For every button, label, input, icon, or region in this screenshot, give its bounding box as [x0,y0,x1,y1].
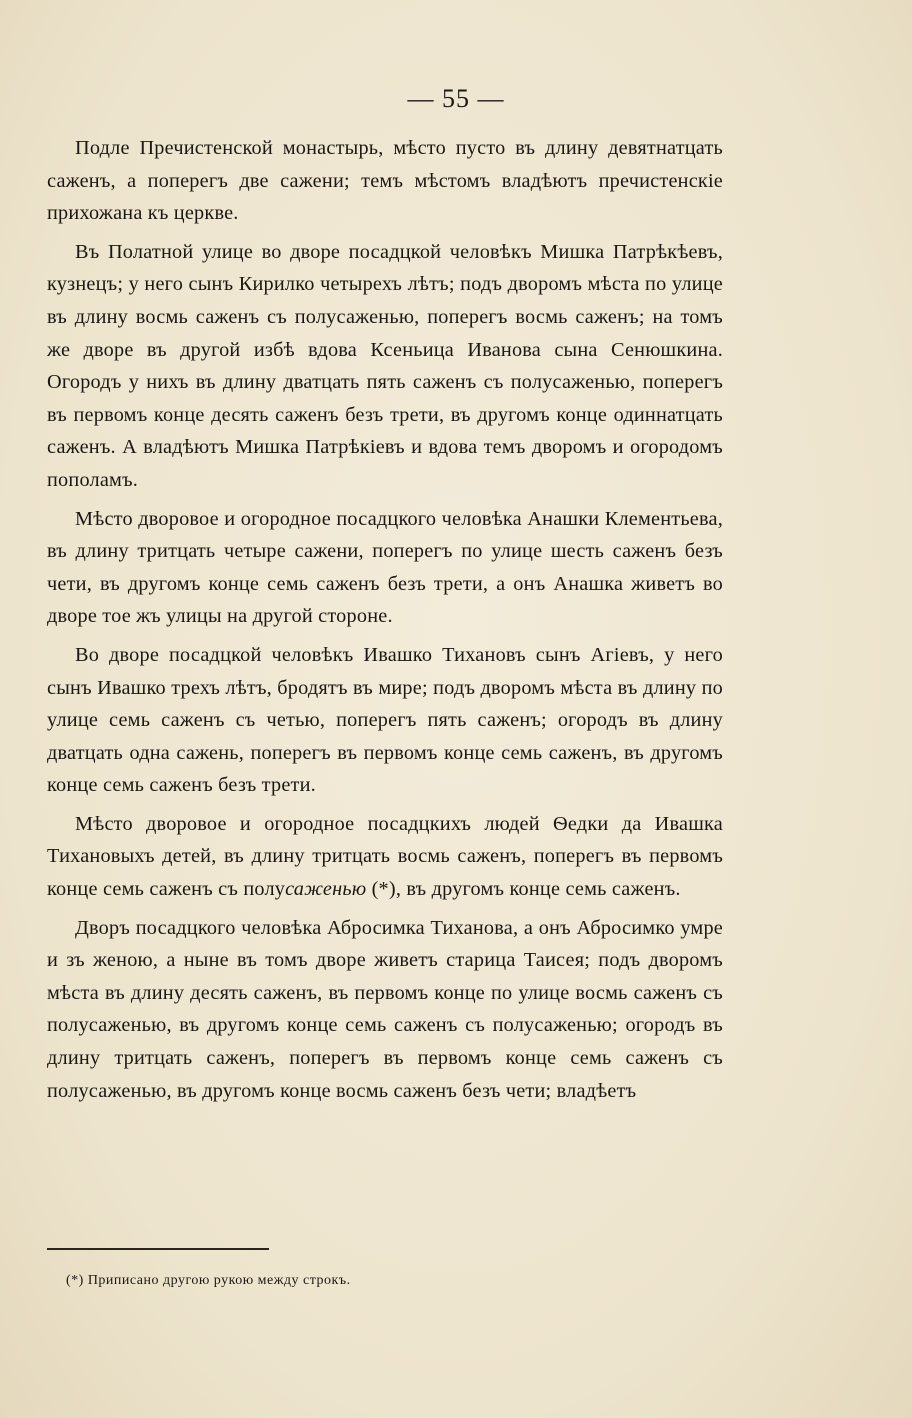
footnote: (*) Приписано другою рукою между строкъ. [66,1273,351,1288]
paragraph-4: Во дворе посадцкой человѣкъ Ивашко Тихановъ сынъ Агіевъ, у него сынъ Ивашко трехъ лѣтъ, бродятъ въ мире; подъ дворомъ мѣста въ длину по улице семь саженъ съ четью, поперегъ пять саженъ; огородъ въ длину дватцать одна сажень, поперегъ въ первомъ конце семь саженъ, въ другомъ конце семь саженъ безъ трети. [47,643,723,797]
paragraph-5-text-before: Мѣсто дворовое и огородное посадцкихъ людей Ѳедки да Ивашка Тихановыхъ детей, въ длину тритцать восмь саженъ, поперегъ въ первомъ конце семь саженъ съ полу [47,812,723,901]
footnote-divider [47,1248,269,1250]
paragraph-5-text-after: (*), въ другомъ конце семь саженъ. [366,878,681,901]
paragraph-1: Подле Пречистенской монастырь, мѣсто пусто въ длину девятнатцать саженъ, а поперегъ две сажени; темъ мѣстомъ владѣютъ пречистенскіе прихожана къ церкве. [47,137,723,225]
paragraph-2: Въ Полатной улице во дворе посадцкой человѣкъ Мишка Патрѣкѣевъ, кузнецъ; у него сынъ Кирилко четырехъ лѣтъ; подъ дворомъ мѣста по улице въ длину восмь саженъ съ полусаженью, поперегъ восмь саженъ; на томъ же дворе въ другой избѣ вдова Ксеньица Иванова сына Сенюшкина. Огородъ у нихъ въ длину дватцать пять саженъ съ полусаженью, поперегъ въ первомъ конце десять саженъ безъ трети, въ другомъ конце одиннатцать саженъ. А владѣютъ Мишка Патрѣкіевъ и вдова темъ дворомъ и огородомъ пополамъ. [47,240,723,491]
paragraph-6: Дворъ посадцкого человѣка Абросимка Тиханова, а онъ Абросимко умре и зъ женою, а ныне въ томъ дворе живетъ старица Таисея; подъ дворомъ мѣста въ длину десять саженъ, въ первомъ конце по улице восмь саженъ съ полусаженью, въ другомъ конце семь саженъ съ полусаженью; огородъ въ длину тритцать саженъ, поперегъ въ первомъ конце семь саженъ съ полусаженью, въ другомъ конце восмь саженъ безъ чети; владѣетъ [47,916,723,1102]
page-number: — 55 — [407,84,505,113]
paragraph-3: Мѣсто дворовое и огородное посадцкого человѣка Анашки Клементьева, въ длину тритцать четыре сажени, поперегъ по улице шесть саженъ безъ чети, въ другомъ конце семь саженъ безъ трети, а онъ Анашка живетъ во дворе тое жъ улицы на другой стороне. [47,507,723,628]
paragraph-5 [47,808,723,906]
body-text [47,132,723,1107]
paragraph-5-italic-word: саженью [285,878,367,901]
